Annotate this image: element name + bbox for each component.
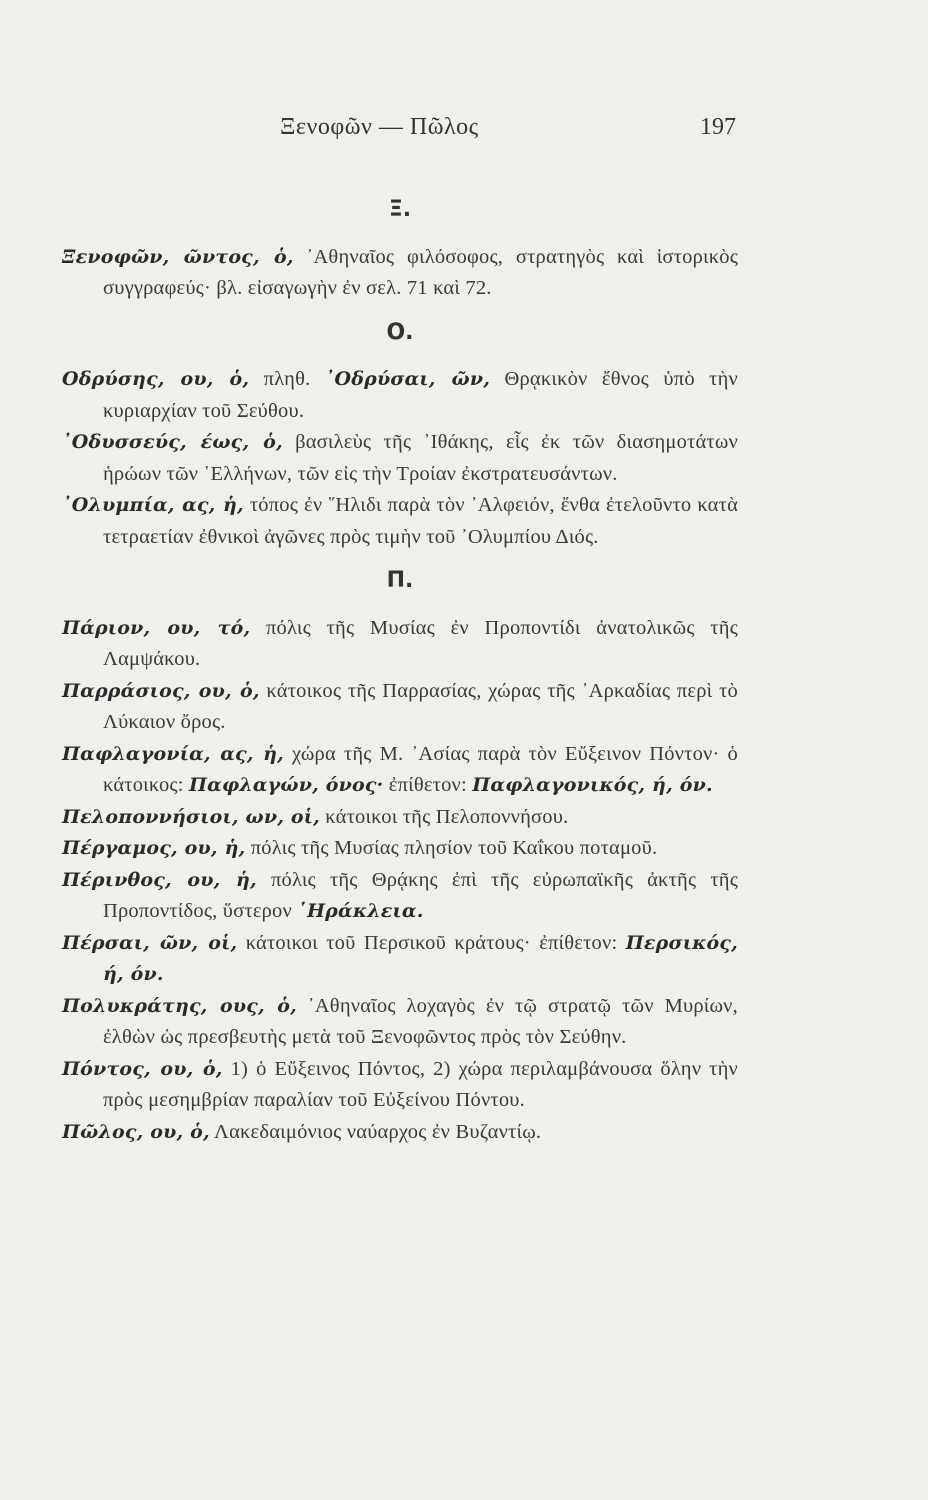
entry-related-form: Παφλαγονικός, ή, όν.: [472, 774, 713, 796]
glossary-entry: [62, 865, 738, 928]
section-letter: Ο.: [386, 319, 414, 345]
glossary-entry: [62, 802, 738, 834]
entry-headword: Οδρύσης, ου, ὁ,: [62, 368, 250, 390]
entry-headword: ᾿Οδυσσεύς, έως, ὁ,: [62, 431, 283, 453]
entry-headword: Πέργαμος, ου, ἡ,: [62, 837, 246, 859]
entry-headword: ᾿Ολυμπία, ας, ἡ,: [62, 494, 244, 516]
entry-definition: ᾿Αθηναῖος λοχαγὸς ἐν τῷ στρατῷ τῶν Μυρίων, ἐλθὼν ὡς πρεσβευτὴς μετὰ τοῦ Ξενοφῶντος πρὸς τὸν Σεύθην.: [103, 994, 738, 1048]
entry-definition: Λακεδαιμόνιος ναύαρχος ἐν Βυζαντίῳ.: [214, 1120, 542, 1143]
glossary-entry: [62, 242, 738, 305]
glossary-entry: [62, 991, 738, 1054]
entry-definition: κάτοικοι τοῦ Περσικοῦ κράτους· ἐπίθετον:: [245, 931, 618, 954]
entry-definition: πόλις τῆς Θρᾴκης ἐπὶ τῆς εὐρωπαϊκῆς ἀκτῆς τῆς Προποντίδος, ὕστερον: [103, 868, 739, 922]
glossary-entry: [62, 739, 738, 802]
running-header: [0, 114, 928, 148]
entry-related-form: Περσικός, ή, όν.: [103, 931, 738, 985]
entry-definition: πόλις τῆς Μυσίας πλησίον τοῦ Καΐκου ποταμοῦ.: [250, 837, 658, 859]
entry-related-form: ῾Ηράκλεια.: [297, 900, 424, 922]
glossary-entry: [62, 833, 738, 865]
entry-related-form: ᾿Οδρύσαι, ῶν,: [324, 368, 491, 390]
glossary-entry: [62, 427, 738, 490]
section-pi: [62, 565, 738, 1148]
section-omicron: [62, 317, 738, 554]
running-title: Ξενοφῶν — Πῶλος: [280, 114, 479, 140]
entry-definition: ᾿Αθηναῖος φιλόσοφος, στρατηγὸς καὶ ἱστορικὸς συγγραφεύς· βλ. εἰσαγωγὴν ἐν σελ. 71 καὶ 72.: [103, 245, 739, 299]
entry-definition: χώρα τῆς Μ. ᾿Ασίας παρὰ τὸν Εὔξεινον Πόντον· ὁ κάτοικος:: [103, 742, 738, 796]
glossary-entry: [62, 1117, 738, 1149]
entry-definition-continued: Θρᾳκικὸν ἔθνος ὑπὸ τὴν κυριαρχίαν τοῦ Σεύθου.: [103, 368, 739, 422]
entry-headword: Παφλαγονία, ας, ἡ,: [62, 742, 284, 765]
glossary-entry: [62, 928, 738, 991]
entry-definition: πληθ.: [263, 368, 311, 390]
entry-headword: Παρράσιος, ου, ὁ,: [62, 679, 260, 702]
glossary-entry: [62, 613, 738, 676]
entry-headword: Πελοποννήσιοι, ων, οἱ,: [62, 805, 320, 828]
entry-definition: κάτοικος τῆς Παρρασίας, χώρας τῆς ᾿Αρκαδίας περὶ τὸ Λύκαιον ὄρος.: [103, 679, 738, 733]
entry-definition: τόπος ἐν ῞Ηλιδι παρὰ τὸν ᾿Αλφειόν, ἔνθα ἐτελοῦντο κατὰ τετραετίαν ἐθνικοὶ ἀγῶνες πρὸς τιμὴν τοῦ ᾿Ολυμπίου Διός.: [103, 494, 739, 548]
entry-headword: Πάριον, ου, τό,: [62, 616, 251, 639]
entry-definition: βασιλεὺς τῆς ᾿Ιθάκης, εἷς ἐκ τῶν διασημοτάτων ἡρώων τῶν ῾Ελλήνων, τῶν εἰς τὴν Τροίαν ἐκστρατευσάντων.: [103, 431, 738, 485]
entry-headword: Πέρινθος, ου, ἡ,: [62, 868, 257, 891]
entry-headword: Πῶλος, ου, ὁ,: [62, 1120, 210, 1143]
entry-headword: Πέρσαι, ῶν, οἱ,: [62, 931, 238, 954]
glossary-entry: [62, 676, 738, 739]
page-number: 197: [700, 114, 736, 140]
glossary-entry: [62, 1054, 738, 1117]
entry-definition: πόλις τῆς Μυσίας ἐν Προποντίδι ἀνατολικῶς τῆς Λαμψάκου.: [103, 616, 738, 670]
glossary-entry: [62, 364, 738, 427]
entry-headword: Πόντος, ου, ὁ,: [62, 1057, 223, 1080]
section-letter: Π.: [386, 568, 414, 593]
entry-headword: Πολυκράτης, ους, ὁ,: [62, 994, 297, 1017]
entry-related-form: Παφλαγών, όνος·: [188, 774, 384, 796]
entry-definition-continued: ἐπίθετον:: [388, 774, 467, 796]
section-letter: Ξ.: [388, 197, 412, 222]
glossary-content: [62, 190, 738, 1160]
entry-headword: Ξενοφῶν, ῶντος, ὁ,: [62, 245, 294, 268]
entry-definition: 1) ὁ Εὔξεινος Πόντος, 2) χώρα περιλαμβάνουσα ὅλην τὴν πρὸς μεσημβρίαν παραλίαν τοῦ Εὐξείνου Πόντου.: [103, 1057, 738, 1111]
entry-definition: κάτοικοι τῆς Πελοποννήσου.: [325, 805, 569, 828]
glossary-entry: [62, 490, 738, 553]
section-xi: [62, 194, 738, 305]
